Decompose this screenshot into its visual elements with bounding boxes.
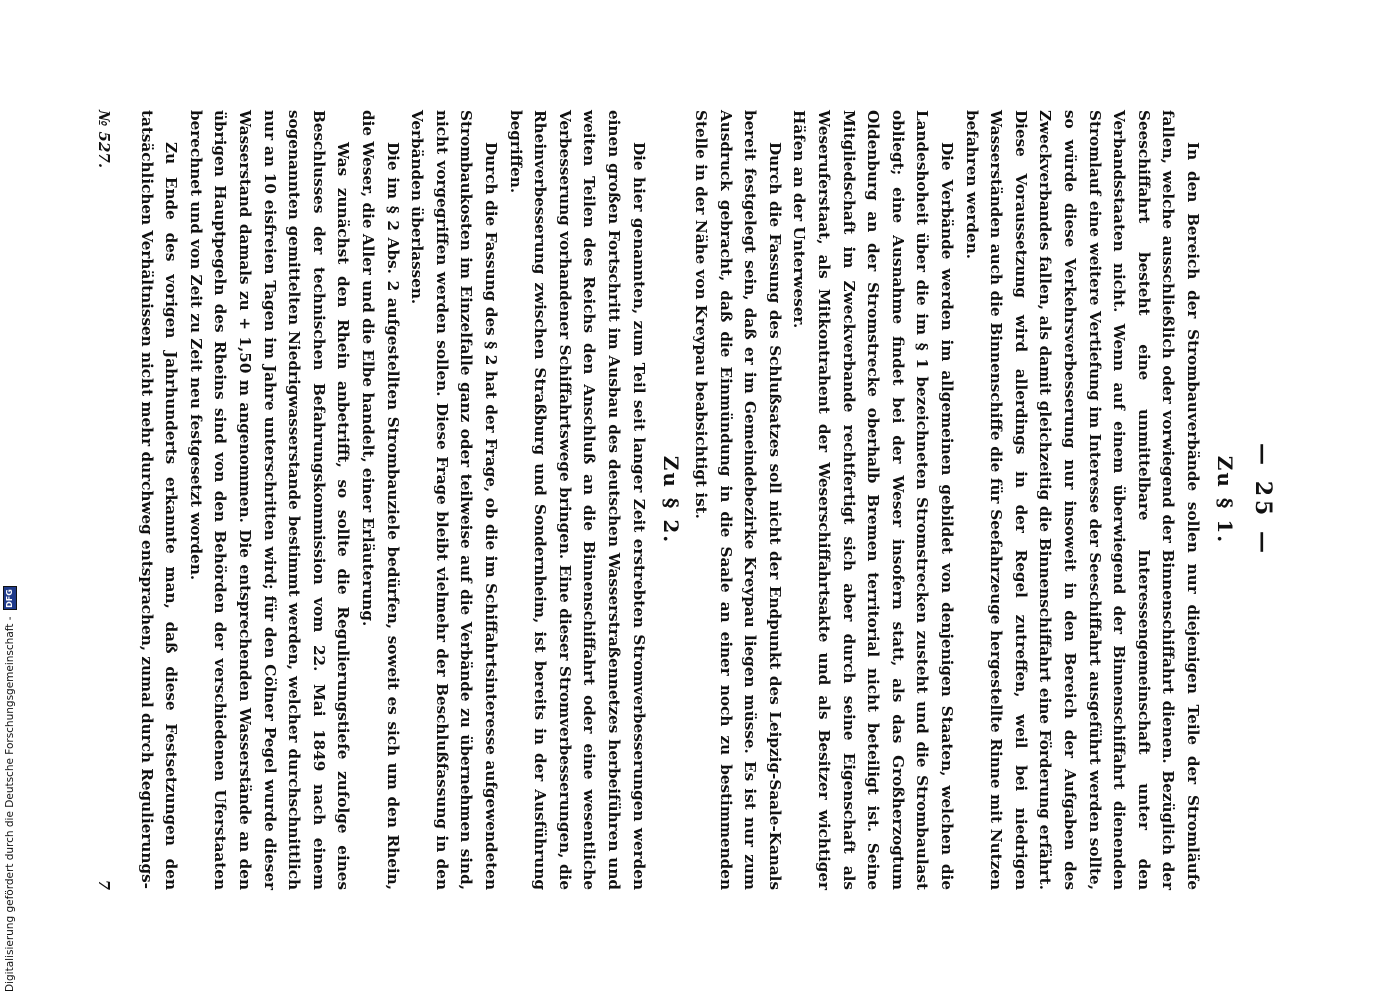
paragraph: Durch die Fassung des § 2 hat der Frage, ob die im Schiffahrtsinteresse aufgewendeten Strombaukosten im Einzelfalle ganz oder teilweise auf die Verbände zu übernehmen sind, nicht vorgegriffen werden sollen. Diese Frage bleibt vielmehr der Beschlußfassung in den Verbänden überlassen. <box>408 110 500 890</box>
document-page <box>71 70 1311 930</box>
section-title: Zu § 2. <box>658 455 683 545</box>
page-footer <box>95 110 113 890</box>
digitization-credit <box>0 0 20 1000</box>
credit-text: Digitalisierung gefördert durch die Deutsche Forschungsgemeinschaft - <box>4 616 16 992</box>
section-2 <box>134 110 682 890</box>
paragraph: Die Verbände werden im allgemeinen gebildet von denjenigen Staaten, welchen die Landeshoheit über die im § 1 bezeichneten Stromstrecken zusteht und die Strombaulast obliegt; eine Ausnahme findet bei der Weser insofern statt, als das Großherzogtum Oldenburg an der Stromstrecke oberhalb Bremen territorial nicht beteiligt ist. Seine Mitgliedschaft im Zweckverbande rechtfertigt sich aber durch seine Eigenschaft als Weseruferstaat, als Mitkontrahent der Weserschiffahrtsakte und als Besitzer wichtiger Häfen an der Unterweser. <box>790 110 957 890</box>
page-number: — 25 — <box>1250 443 1276 557</box>
sheet-number: 7 <box>95 879 113 890</box>
paragraph: Was zunächst den Rhein anbetrifft, so sollte die Regulierungstiefe zufolge eines Beschlusses der technischen Befahrungskommission vom 22. Mai 1849 nach einem sogenannten gemittelten Niedrigwasserstande bestimmt werden, welcher durchschnittlich nur an 10 eisfreien Tagen im Jahre unterschritten wird; für den Cölner Pegel wurde dieser Wasserstand damals zu + 1,50 m angenommen. Die entsprechenden Wasserstände an den übrigen Hauptpegeln des Rheins sind von den Behörden der verschiedenen Uferstaaten berechnet und von Zeit zu Zeit neu festgesetzt worden. <box>186 110 353 890</box>
paragraph: In den Bereich der Strombauverbände sollen nur diejenigen Teile der Stromläufe fallen, welche ausschließlich oder vorwiegend der Binnenschiffahrt dienen. Bezüglich der Seeschiffahrt besteht eine unmittelbare Interessengemeinschaft unter den Verbandsstaaten nicht. Wenn auf einem überwiegend der Binnenschiffahrt dienenden Stromlauf eine weitere Vertiefung im Interesse der Seeschiffahrt ausgeführt werden sollte, so würde diese Verkehrsverbesserung nur insoweit in den Bereich der Aufgaben des Zweckverbandes fallen, als damit gleichzeitig die Binnenschiffahrt eine Förderung erfährt. Diese Voraussetzung wird allerdings in der Regel zutreffen, weil bei niedrigen Wasserständen auch die Binnenschiffe die für Seefahrzeuge hergestellte Rinne mit Nutzen befahren werden. <box>962 110 1202 890</box>
dfg-logo-icon: DFG <box>3 586 17 610</box>
section-1 <box>689 110 1237 890</box>
paragraph: Die hier genannten, zum Teil seit langer Zeit erstrebten Stromverbesserungen werden einen großen Fortschritt im Ausbau des deutschen Wasserstraßennetzes herbeiführen und weiten Teilen des Reichs den Anschluß an die Binnenschiffahrt oder eine wesentliche Verbesserung vorhandener Schiffahrtswege bringen. Eine dieser Stromverbesserungen, die Rheinverbesserung zwischen Straßburg und Sondernheim, ist bereits in der Ausführung begriffen. <box>506 110 648 890</box>
paragraph: Durch die Fassung des Schlußsatzes soll nicht der Endpunkt des Leipzig-Saale-Kanals bereit festgelegt sein, daß er im Gemeindebezirke Kreypau liegen müsse. Es ist nur zum Ausdruck gebracht, daß die Einmündung in die Saale an einer noch zu bestimmenden Stelle in der Nähe von Kreypau beabsichtigt ist. <box>692 110 784 890</box>
paragraph: Zu Ende des vorigen Jahrhunderts erkannte man, daß diese Festsetzungen den tatsächlichen Verhältnissen nicht mehr durchweg entsprachen, zumal durch Regulierungs- <box>137 110 181 890</box>
document-number: № 527. <box>95 110 113 169</box>
paragraph: Die im § 2 Abs. 2 aufgestellten Strombauziele bedürfen, soweit es sich um den Rhein, die Weser, die Aller und die Elbe handelt, einer Erläuterung. <box>359 110 402 890</box>
section-title: Zu § 1. <box>1213 455 1237 545</box>
